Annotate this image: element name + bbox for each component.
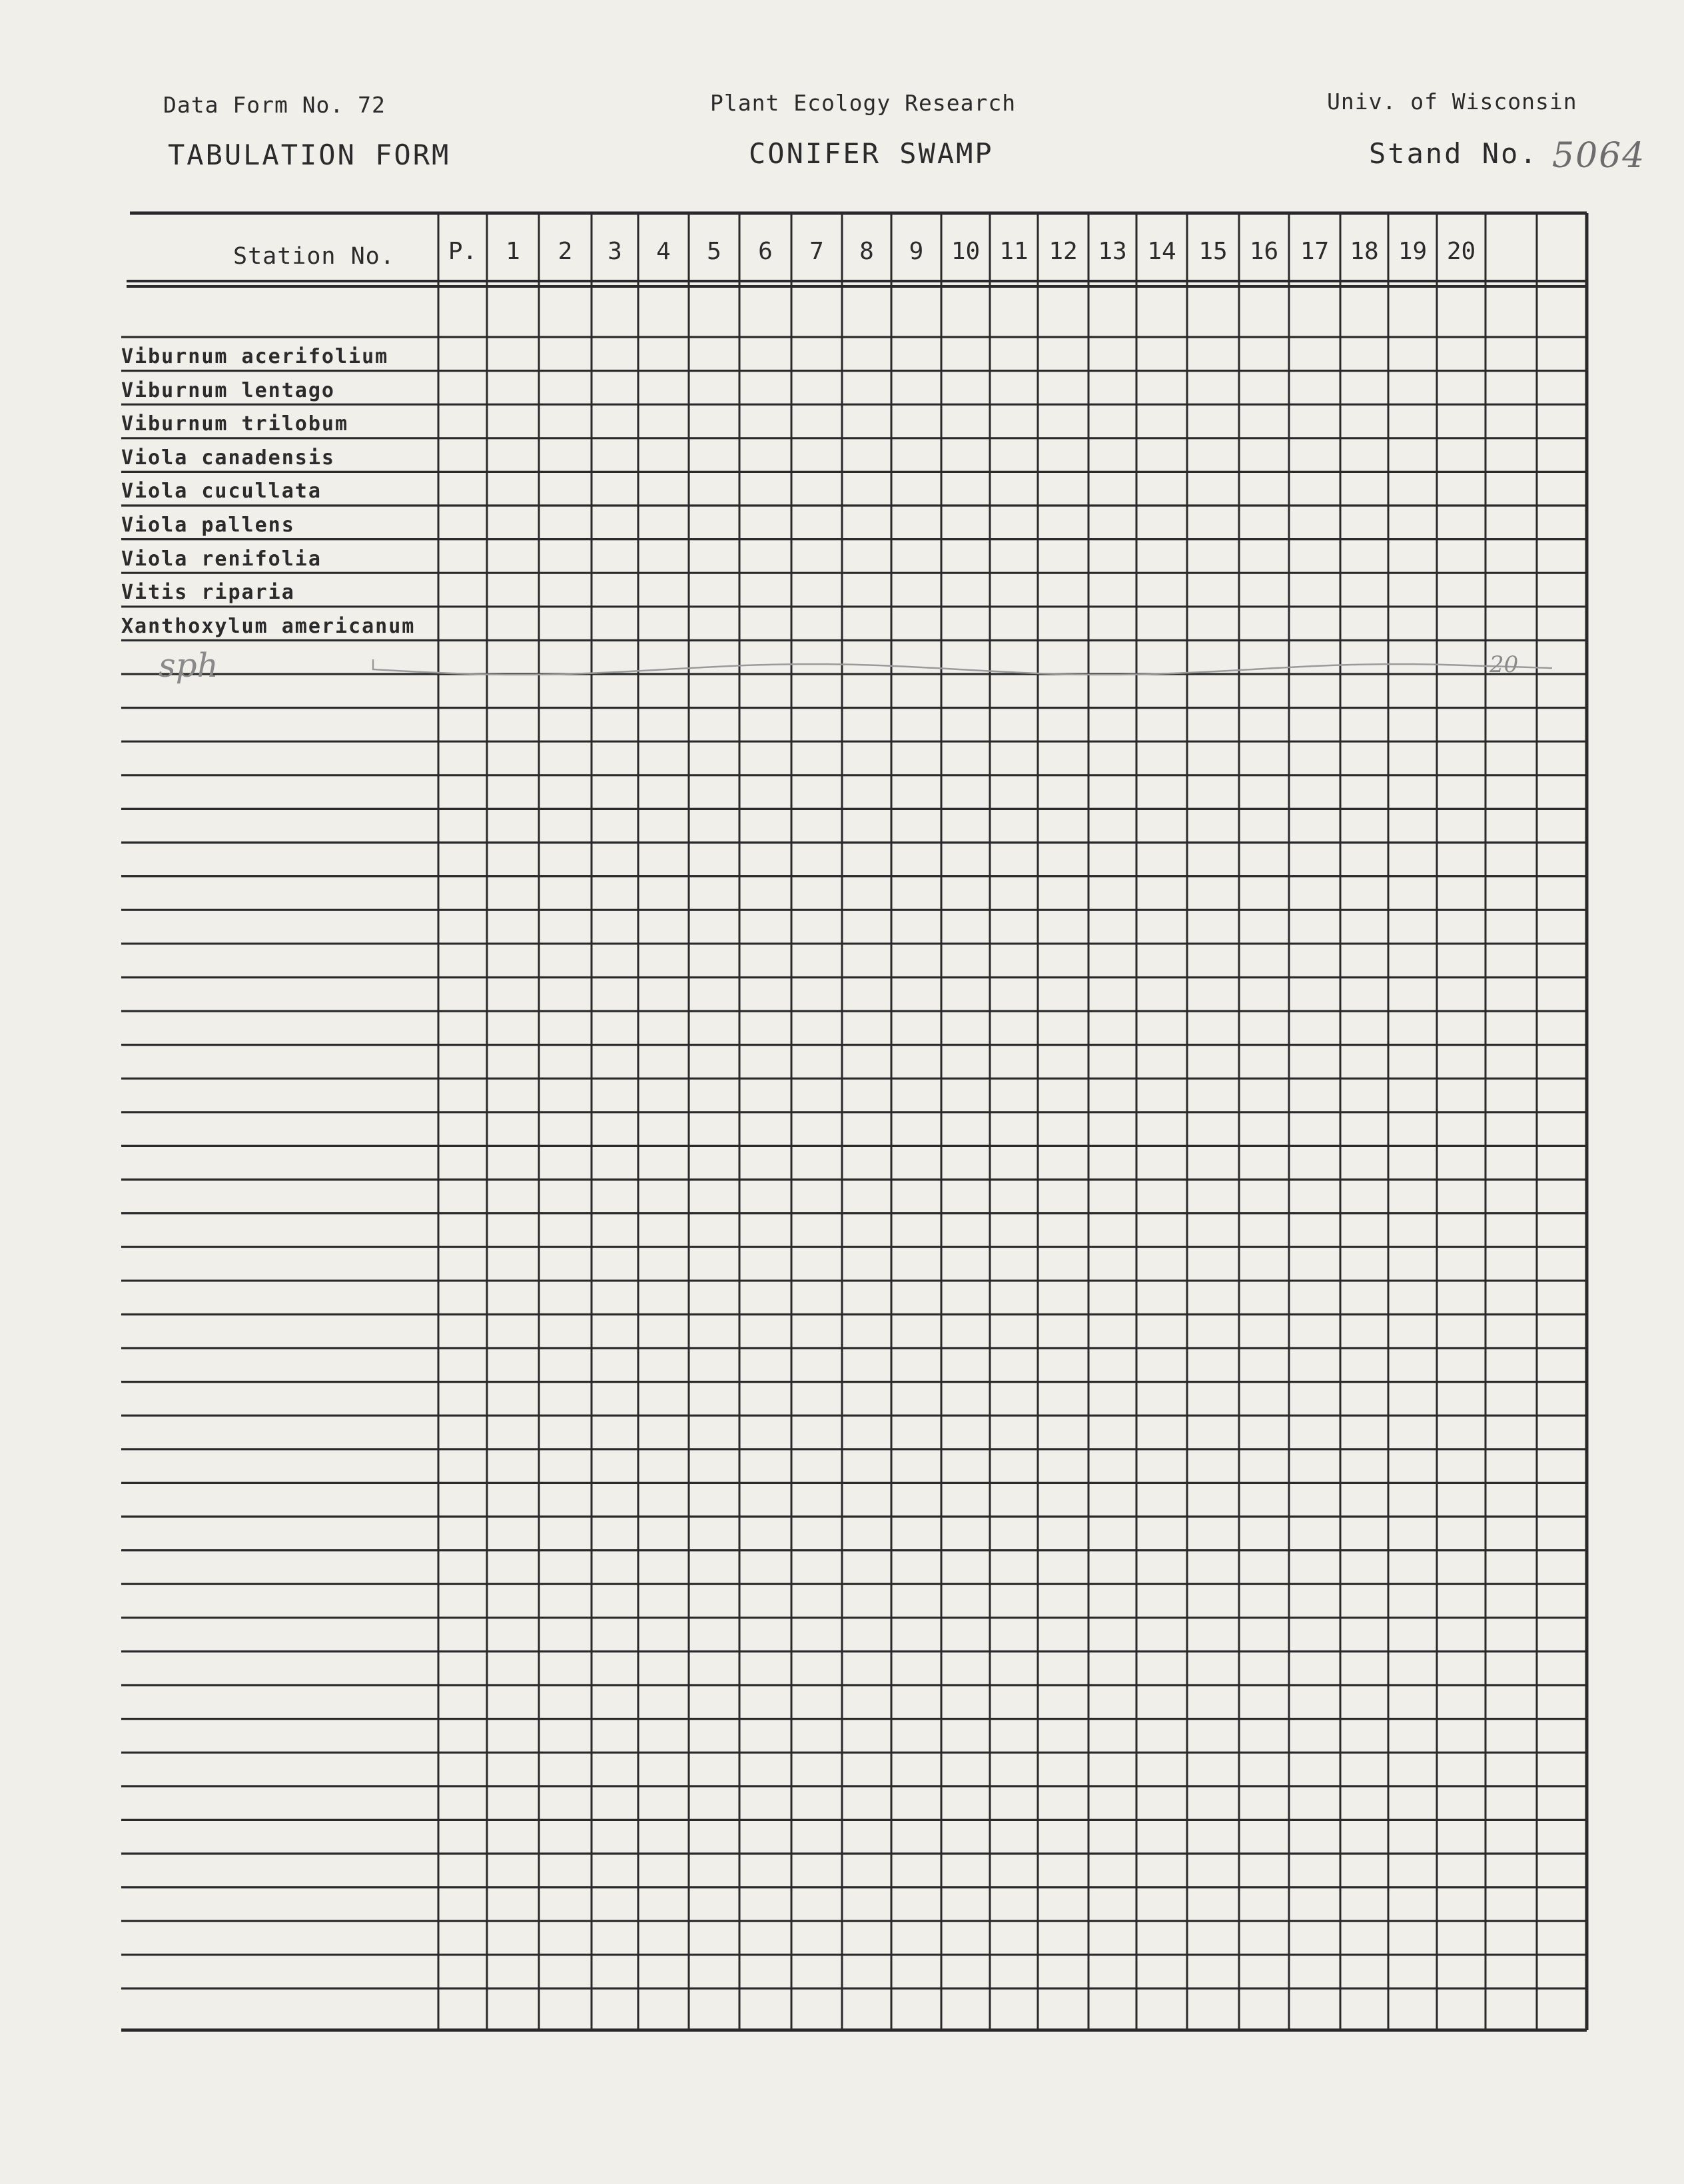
handwritten-entry: 20	[1489, 651, 1519, 678]
column-header-5: 5	[707, 238, 721, 265]
station-number-label: Station No.	[233, 243, 395, 270]
column-header-4: 4	[656, 238, 671, 265]
column-header-20: 20	[1446, 238, 1476, 265]
column-header-6: 6	[758, 238, 773, 265]
stand-label: Stand No.	[1369, 137, 1539, 170]
column-header-16: 16	[1249, 238, 1279, 265]
species-label: Viola pallens	[121, 514, 295, 537]
species-label: Xanthoxylum americanum	[121, 614, 416, 638]
species-label: Viola renifolia	[121, 547, 322, 571]
handwritten-row-label: sph	[159, 646, 218, 685]
institution-name: Univ. of Wisconsin	[1327, 89, 1577, 115]
community-title: CONIFER SWAMP	[749, 137, 994, 170]
column-header-P.: P.	[448, 238, 478, 265]
column-header-18: 18	[1350, 238, 1379, 265]
column-header-7: 7	[809, 238, 824, 265]
column-header-13: 13	[1098, 238, 1127, 265]
column-header-9: 9	[909, 238, 924, 265]
species-label: Vitis riparia	[121, 581, 295, 605]
stand-number-value: 5064	[1552, 136, 1646, 176]
species-label: Viburnum trilobum	[121, 412, 349, 436]
column-header-1: 1	[506, 238, 520, 265]
species-label: Viola cucullata	[121, 480, 322, 504]
column-header-19: 19	[1398, 238, 1428, 265]
form-number: Data Form No. 72	[163, 92, 386, 118]
column-header-10: 10	[951, 238, 981, 265]
column-header-14: 14	[1147, 238, 1176, 265]
form-title: TABULATION FORM	[168, 139, 451, 171]
column-header-12: 12	[1049, 238, 1078, 265]
column-header-8: 8	[859, 238, 874, 265]
column-header-3: 3	[608, 238, 622, 265]
column-header-17: 17	[1300, 238, 1330, 265]
column-header-15: 15	[1198, 238, 1228, 265]
column-header-11: 11	[999, 238, 1029, 265]
species-label: Viburnum lentago	[121, 378, 335, 402]
pencil-wavy-line	[373, 659, 1552, 675]
species-label: Viburnum acerifolium	[121, 345, 389, 368]
column-header-2: 2	[558, 238, 573, 265]
program-name: Plant Ecology Research	[710, 90, 1017, 116]
species-label: Viola canadensis	[121, 446, 335, 470]
